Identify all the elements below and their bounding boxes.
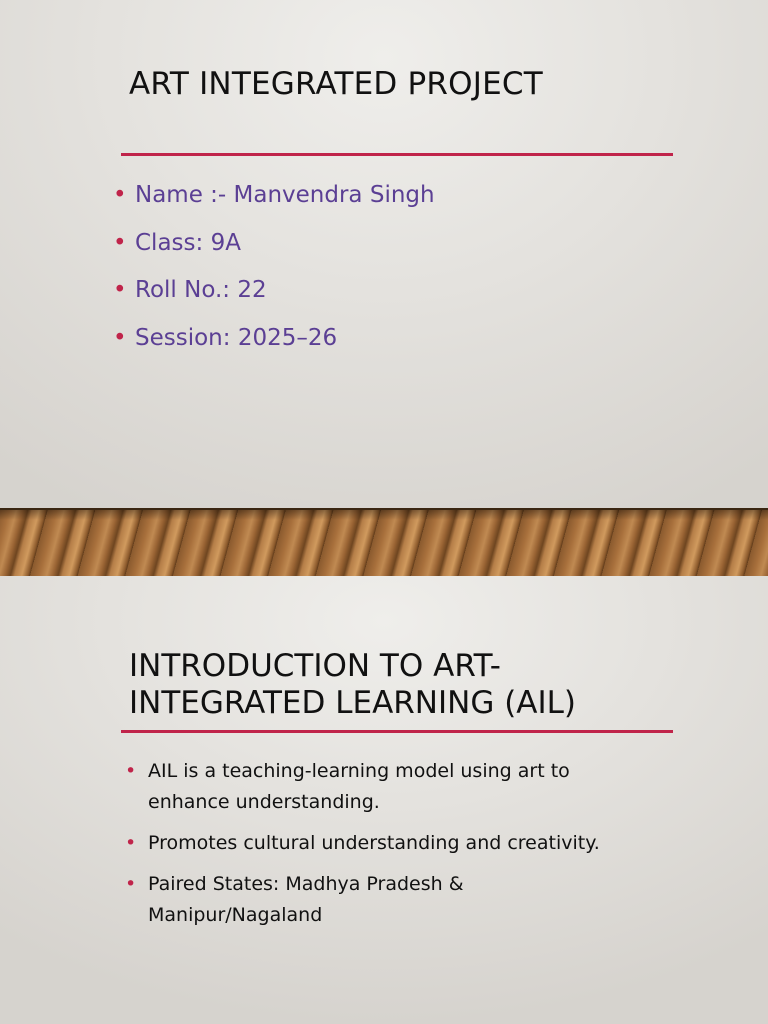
wooden-floor-image: [0, 510, 768, 576]
bullet-icon: •: [113, 182, 127, 208]
bullet-icon: •: [125, 832, 137, 854]
bullet-text: Session: 2025–26: [135, 324, 338, 351]
bullet-icon: •: [125, 760, 137, 782]
bullet-text: Promotes cultural understanding and creativity.: [148, 832, 600, 854]
title-line: INTRODUCTION TO ART-: [129, 648, 501, 684]
bullet-text: Paired States: Madhya Pradesh &: [148, 873, 464, 895]
title-divider: [121, 153, 673, 156]
bullet-list: [125, 756, 685, 941]
bullet-icon: •: [113, 324, 127, 351]
bullet-icon: •: [113, 277, 127, 303]
list-item: [113, 178, 435, 226]
list-item: [125, 869, 685, 931]
bullet-list: [113, 178, 435, 368]
list-item: [113, 226, 435, 274]
slide-title: [129, 648, 689, 722]
list-item: [113, 273, 435, 321]
bullet-text: Manipur/Nagaland: [148, 904, 323, 926]
title-line: INTEGRATED LEARNING (AIL): [129, 685, 577, 721]
list-item: [125, 756, 685, 818]
list-item: [125, 828, 685, 859]
bullet-icon: •: [113, 229, 127, 256]
bullet-text: Name :- Manvendra Singh: [135, 182, 435, 208]
slide-2: [0, 576, 768, 1024]
slide-title: ART INTEGRATED PROJECT: [129, 66, 543, 102]
title-divider: [121, 730, 673, 733]
bullet-text: enhance understanding.: [148, 791, 380, 813]
bullet-icon: •: [125, 873, 137, 895]
bullet-text: Roll No.: 22: [135, 277, 267, 303]
bullet-text: AIL is a teaching-learning model using art to: [148, 760, 570, 782]
bullet-text: Class: 9A: [135, 229, 241, 256]
list-item: [113, 321, 435, 369]
